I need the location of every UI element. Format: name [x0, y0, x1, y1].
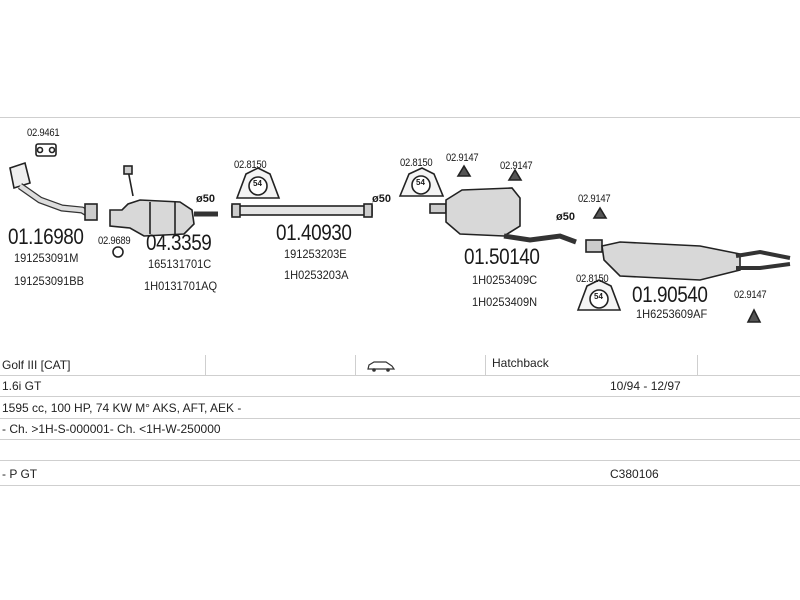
row-blank: [0, 440, 800, 461]
rear-muffler-part: [586, 240, 790, 280]
hanger-4-icon: [748, 310, 760, 322]
cat-oem-1: 165131701C: [148, 257, 212, 271]
downpipe-code: 01.16980: [8, 224, 84, 249]
hanger-3-icon: [594, 208, 606, 218]
mid-pipe-oem-1: 191253203E: [284, 247, 347, 261]
downpipe-oem-1: 191253091M: [14, 251, 79, 265]
row-engine: [0, 398, 800, 419]
center-muffler-part: [430, 188, 576, 242]
downpipe-oem-2: 191253091BB: [14, 274, 84, 288]
rear-muffler-code: 01.90540: [632, 282, 708, 307]
note: - P GT: [2, 467, 38, 481]
production-years: 10/94 - 12/97: [610, 379, 681, 393]
diameter-1: ø50: [196, 193, 215, 205]
hanger-1-icon: [458, 166, 470, 176]
diameter-3: ø50: [556, 211, 575, 223]
mid-pipe-oem-2: 1H0253203A: [284, 268, 349, 282]
mid-clamp-code: 02.8150: [234, 159, 267, 171]
row-set: [0, 461, 800, 486]
mid-clamp-size: 54: [253, 179, 262, 188]
row-model: [0, 355, 800, 376]
body-type: Hatchback: [492, 356, 549, 370]
cat-oem-2: 1H0131701AQ: [144, 279, 218, 293]
center-muffler-oem-1: 1H0253409C: [472, 273, 538, 287]
center-muffler-code: 01.50140: [464, 244, 540, 269]
exhaust-diagram: [0, 118, 800, 353]
hanger-4-code: 02.9147: [734, 289, 767, 301]
diameter-2: ø50: [372, 193, 391, 205]
hanger-2-code: 02.9147: [500, 160, 533, 172]
hanger-3-code: 02.9147: [578, 193, 611, 205]
middle-pipe-part: [232, 204, 372, 217]
set-code: C380106: [610, 467, 659, 481]
center-clamp-size: 54: [416, 178, 425, 187]
engine-spec: 1595 cc, 100 HP, 74 KW M° AKS, AFT, AEK -: [2, 401, 242, 415]
sensor-code: 02.9689: [98, 235, 131, 247]
hanger-1-code: 02.9147: [446, 152, 479, 164]
model-name: Golf III [CAT]: [2, 358, 71, 372]
flange-gasket-icon: [36, 144, 56, 156]
mid-pipe-code: 01.40930: [276, 220, 352, 245]
cat-code: 04.3359: [146, 230, 212, 255]
center-muffler-oem-2: 1H0253409N: [472, 295, 538, 309]
downpipe-part: [10, 163, 97, 220]
chassis-range: - Ch. >1H-S-000001- Ch. <1H-W-250000: [2, 422, 221, 436]
variant: 1.6i GT: [2, 379, 42, 393]
rear-clamp-size: 54: [594, 292, 603, 301]
rear-clamp-code: 02.8150: [576, 273, 609, 285]
row-variant: [0, 376, 800, 397]
clamp-1-code: 02.9461: [27, 127, 60, 139]
rear-muffler-oem-1: 1H6253609AF: [636, 307, 708, 321]
center-clamp-code: 02.8150: [400, 157, 433, 169]
hatchback-car-icon: [366, 360, 396, 372]
row-chassis: [0, 419, 800, 440]
